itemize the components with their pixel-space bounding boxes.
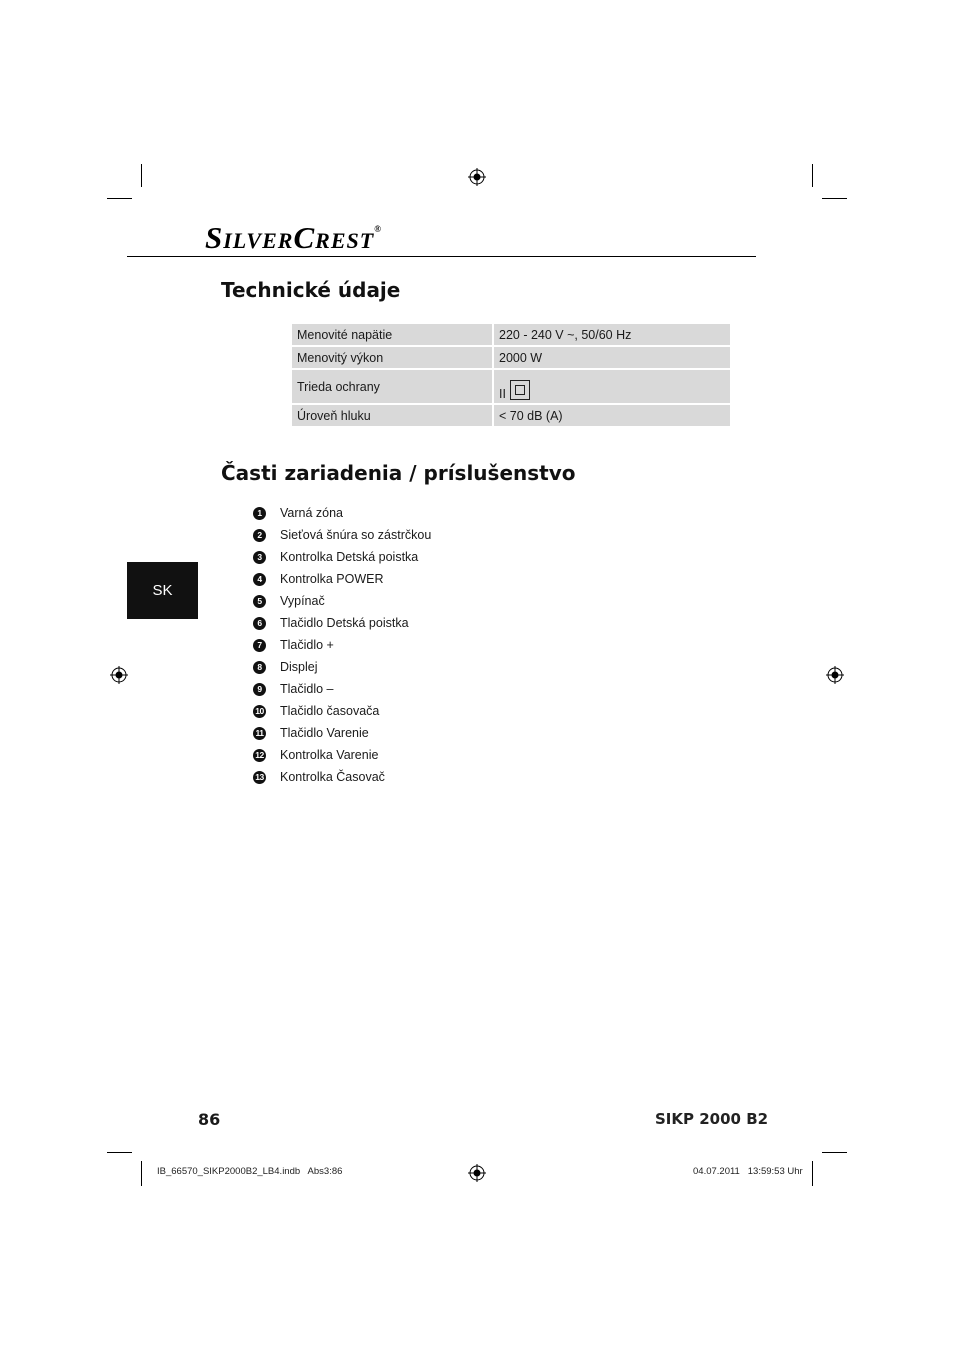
table-row [292,370,730,403]
registration-mark-icon [110,666,128,684]
list-item [253,656,431,678]
item-label: Sieťová šnúra so zástrčkou [280,528,432,542]
item-number: 9 [253,683,266,696]
logo-letter: C [293,220,316,255]
print-slug-right: 04.07.2011 13:59:53 Uhr [693,1166,803,1177]
item-label: Tlačidlo – [280,682,334,696]
list-item [253,766,431,788]
item-label: Tlačidlo + [280,638,334,652]
brand-logo [205,220,382,256]
spec-label: Menovité napätie [292,324,492,345]
item-label: Tlačidlo Detská poistka [280,616,409,630]
list-item [253,546,431,568]
spec-value: 2000 W [494,347,730,368]
logo-letters: ILVER [223,228,294,253]
print-slug-left: IB_66570_SIKP2000B2_LB4.indb Abs3:86 [157,1166,343,1177]
crop-mark [107,1152,132,1153]
item-label: Varná zóna [280,506,344,520]
table-row [292,347,730,368]
crop-mark [141,1161,142,1186]
crop-mark [812,1161,813,1186]
item-number: 4 [253,573,266,586]
header-rule [127,256,756,257]
logo-letter: S [205,220,224,255]
item-label: Kontrolka POWER [280,572,384,586]
model-name: SIKP 2000 B2 [655,1110,769,1128]
list-item [253,590,431,612]
item-label: Displej [280,660,318,674]
list-item [253,744,431,766]
spec-label: Trieda ochrany [292,370,492,403]
item-label: Tlačidlo Varenie [280,726,369,740]
specs-table [290,322,732,428]
list-item [253,524,431,546]
registered-mark: ® [374,224,382,234]
tech-heading: Technické údaje [221,278,401,302]
item-number: 10 [253,705,266,718]
item-label: Vypínač [280,594,325,608]
parts-heading: Časti zariadenia / príslušenstvo [221,461,576,485]
list-item [253,634,431,656]
spec-label: Menovitý výkon [292,347,492,368]
table-row [292,324,730,345]
item-label: Kontrolka Varenie [280,748,379,762]
spec-value: II [499,387,506,401]
list-item [253,722,431,744]
item-number: 1 [253,507,266,520]
table-row [292,405,730,426]
spec-label: Úroveň hluku [292,405,492,426]
item-number: 3 [253,551,266,564]
list-item [253,700,431,722]
list-item [253,502,431,524]
logo-letters: REST [315,228,375,253]
item-number: 5 [253,595,266,608]
page-number: 86 [198,1110,221,1129]
crop-mark [107,198,132,199]
item-number: 11 [253,727,266,740]
item-label: Tlačidlo časovača [280,704,380,718]
crop-mark [822,1152,847,1153]
item-number: 7 [253,639,266,652]
crop-mark [141,164,142,187]
spec-value: < 70 dB (A) [494,405,730,426]
registration-mark-icon [468,1164,486,1182]
protection-class-ii-icon [510,380,530,400]
item-number: 2 [253,529,266,542]
list-item [253,568,431,590]
item-label: Kontrolka Časovač [280,770,385,784]
crop-mark [812,164,813,187]
crop-mark [822,198,847,199]
item-number: 6 [253,617,266,630]
registration-mark-icon [468,168,486,186]
item-number: 12 [253,749,266,762]
spec-value-cell [494,370,730,403]
list-item [253,678,431,700]
list-item [253,612,431,634]
spec-value: 220 - 240 V ~, 50/60 Hz [494,324,730,345]
item-label: Kontrolka Detská poistka [280,550,419,564]
language-tab: SK [127,562,198,619]
item-number: 13 [253,771,266,784]
parts-list [253,502,431,788]
registration-mark-icon [826,666,844,684]
item-number: 8 [253,661,266,674]
